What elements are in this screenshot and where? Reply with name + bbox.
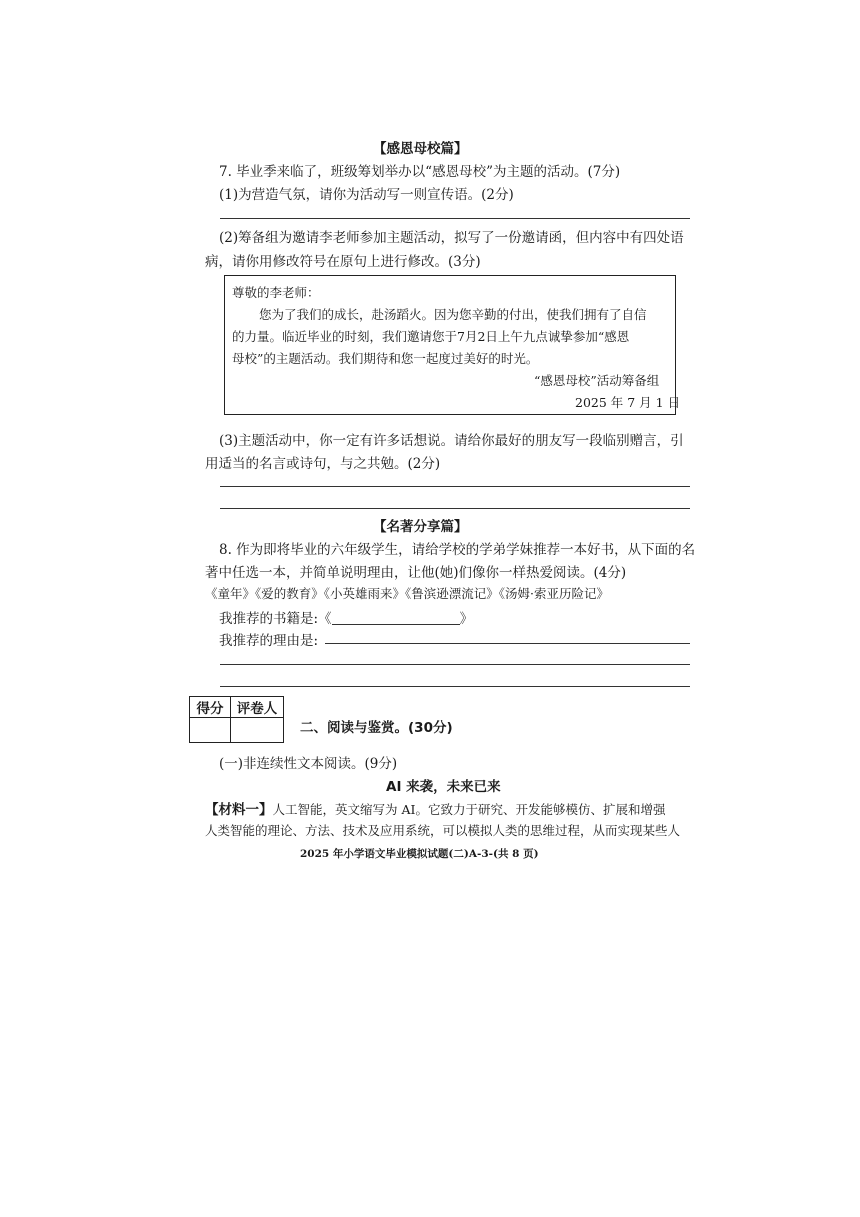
letter-date: 2025 年 7 月 1 日 xyxy=(575,395,681,410)
question-8-line2: 著中任选一本，并简单说明理由，让他(她)们像你一样热爱阅读。(4分) xyxy=(205,565,627,581)
answer-line-7-1[interactable] xyxy=(220,218,690,219)
question-7-3-line2: 用适当的名言或诗句，与之共勉。(2分) xyxy=(205,456,441,472)
letter-line-2[interactable]: 的力量。临近毕业的时刻，我们邀请您于7月2日上午九点诚挚参加“感恩 xyxy=(232,329,630,344)
grader-header: 评卷人 xyxy=(231,697,284,718)
section-heading-classics: 【名著分享篇】 xyxy=(373,519,468,535)
material-1-line2: 人类智能的理论、方法、技术及应用系统，可以模拟人类的思维过程，从而实现某些人 xyxy=(205,823,681,838)
section-heading-gratitude: 【感恩母校篇】 xyxy=(373,141,468,157)
question-7: 7. 毕业季来临了，班级筹划举办以“感恩母校”为主题的活动。(7分) xyxy=(219,164,621,180)
question-7-1: (1)为营造气氛，请你为活动写一则宣传语。(2分) xyxy=(219,187,514,203)
material-1-label: 【材料一】 xyxy=(205,802,273,818)
part2-subsection-1: (一)非连续性文本阅读。(9分) xyxy=(219,756,398,772)
answer-line-7-3-b[interactable] xyxy=(220,508,690,509)
answer-line-8-c[interactable] xyxy=(220,686,690,687)
recommend-book-prefix: 我推荐的书籍是:《 xyxy=(219,611,332,627)
letter-salutation: 尊敬的李老师： xyxy=(232,285,320,300)
score-table xyxy=(189,696,284,743)
page-footer: 2025 年小学语文毕业模拟试题(二)A-3-(共 8 页) xyxy=(300,848,539,860)
material-1-text: 人工智能，英文缩写为 AI。它致力于研究、开发能够模仿、扩展和增强 xyxy=(272,802,666,817)
recommend-book-suffix: 》 xyxy=(459,611,474,627)
recommend-reason-label: 我推荐的理由是: xyxy=(219,633,319,649)
part2-heading: 二、阅读与鉴赏。(30分) xyxy=(300,720,453,736)
answer-line-8-a[interactable] xyxy=(325,643,690,644)
book-list: 《童年》《爱的教育》《小英雄雨来》《鲁滨逊漂流记》《汤姆·索亚历险记》 xyxy=(205,586,609,601)
recommend-book-label xyxy=(219,607,473,627)
recommend-book-blank[interactable] xyxy=(332,611,460,625)
letter-line-3[interactable]: 母校”的主题活动。我们期待和您一起度过美好的时光。 xyxy=(232,351,539,366)
question-7-3-line1: (3)主题活动中，你一定有许多话想说。请给你最好的朋友写一段临别赠言，引 xyxy=(219,433,684,449)
grader-cell[interactable] xyxy=(231,718,284,743)
answer-line-8-b[interactable] xyxy=(220,664,690,665)
score-cell[interactable] xyxy=(190,718,231,743)
question-7-2-line1: (2)筹备组为邀请李老师参加主题活动，拟写了一份邀请函，但内容中有四处语 xyxy=(219,230,684,246)
question-7-2-line2: 病，请你用修改符号在原句上进行修改。(3分) xyxy=(205,254,481,270)
answer-line-7-3-a[interactable] xyxy=(220,486,690,487)
material-1-line1 xyxy=(205,798,665,818)
question-8-line1: 8. 作为即将毕业的六年级学生，请给学校的学弟学妹推荐一本好书，从下面的名 xyxy=(219,542,696,558)
letter-signature: “感恩母校”活动筹备组 xyxy=(534,373,660,388)
letter-line-1[interactable]: 您为了我们的成长，赴汤蹈火。因为您辛勤的付出，使我们拥有了自信 xyxy=(259,307,647,322)
score-header: 得分 xyxy=(190,697,231,718)
article-title: AI 来袭，未来已来 xyxy=(386,779,501,795)
